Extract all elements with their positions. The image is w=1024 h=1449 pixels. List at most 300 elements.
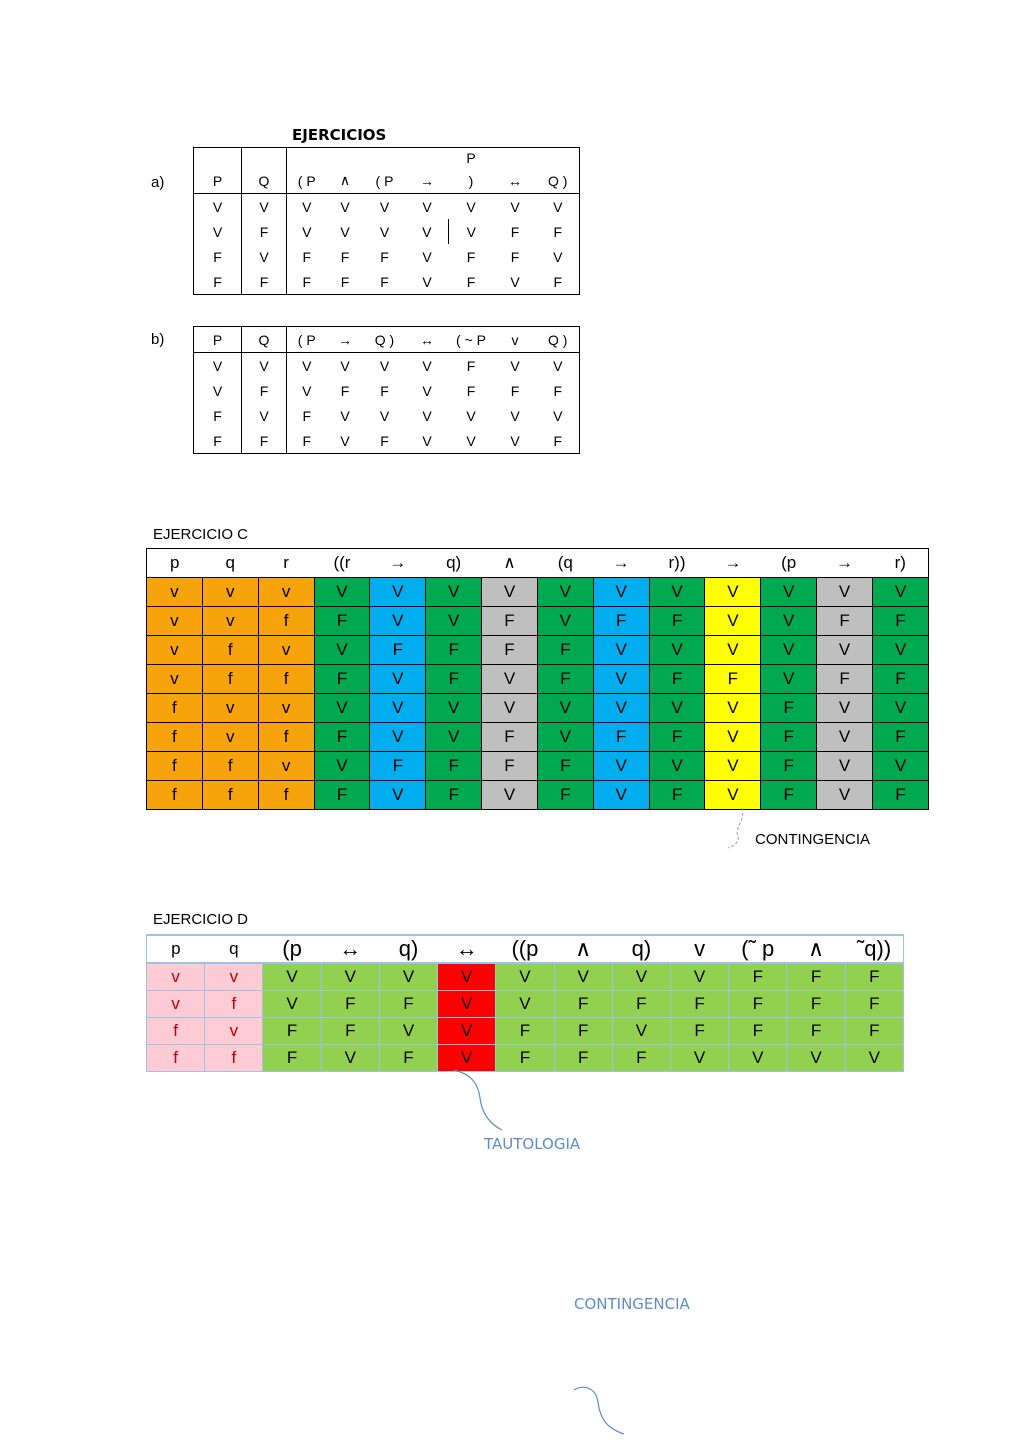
header-cell: → xyxy=(817,549,873,578)
table-row xyxy=(194,353,580,379)
table-cell: F xyxy=(242,219,287,244)
table-cell: F xyxy=(787,1018,845,1045)
table-cell: v xyxy=(258,636,314,665)
table-row xyxy=(147,694,929,723)
table-cell: V xyxy=(872,636,928,665)
table-cell: F xyxy=(872,665,928,694)
table-cell: V xyxy=(510,432,520,449)
header-cell: P xyxy=(194,327,242,353)
table-cell: V xyxy=(593,665,649,694)
table-cell: v xyxy=(258,694,314,723)
page-title: EJERCICIOS xyxy=(292,126,387,144)
table-row xyxy=(147,723,929,752)
header-cell: ∧ xyxy=(327,168,364,194)
table-cell: V xyxy=(705,694,761,723)
table-cell: V xyxy=(379,407,390,424)
table-cell: F xyxy=(817,665,873,694)
truth-table-d xyxy=(146,934,904,1072)
table-cell: V xyxy=(422,273,432,290)
table-row xyxy=(194,194,580,220)
table-cell: V xyxy=(340,407,350,424)
table-cell: F xyxy=(510,223,520,240)
table-cell: v xyxy=(147,578,203,607)
table-cell: V xyxy=(370,578,426,607)
table-row xyxy=(147,1045,904,1072)
table-cell: V xyxy=(593,781,649,810)
header-row xyxy=(194,327,580,353)
header-cell: ˜q)) xyxy=(845,935,903,963)
table-cell: f xyxy=(205,1045,263,1072)
table-cell: V xyxy=(321,1045,379,1072)
table-cell: F xyxy=(482,752,538,781)
table-cell: V xyxy=(302,198,312,215)
table-cell: f xyxy=(258,723,314,752)
header-top-cell xyxy=(494,148,537,169)
table-cell: F xyxy=(537,636,593,665)
table-cell: F xyxy=(242,378,287,403)
table-cell: F xyxy=(787,991,845,1018)
table-cell: f xyxy=(147,752,203,781)
table-cell: V xyxy=(482,694,538,723)
table-cell: V xyxy=(553,357,563,374)
table-cell: V xyxy=(194,219,242,244)
table-cell: V xyxy=(649,636,705,665)
table-cell: V xyxy=(705,752,761,781)
table-cell: V xyxy=(370,694,426,723)
header-cell: ↔ xyxy=(494,168,537,194)
table-cell: F xyxy=(314,607,370,636)
table-cell: F xyxy=(553,273,563,290)
header-cell: ↔ xyxy=(438,935,496,963)
table-cell: V xyxy=(817,578,873,607)
header-cell: p xyxy=(147,935,205,963)
table-cell: V xyxy=(729,1045,787,1072)
table-cell: V xyxy=(553,248,563,265)
table-cell: f xyxy=(147,1018,205,1045)
table-cell: F xyxy=(340,382,350,399)
header-cell: Q ) xyxy=(364,327,406,353)
header-cell: v xyxy=(494,327,537,353)
table-cell: V xyxy=(817,781,873,810)
table-cell: V xyxy=(194,194,242,220)
table-cell: V xyxy=(705,636,761,665)
table-cell: F xyxy=(537,752,593,781)
table-cell: F xyxy=(426,752,482,781)
table-row xyxy=(147,781,929,810)
table-cell: V xyxy=(787,1045,845,1072)
table-cell: V xyxy=(554,963,612,991)
table-cell: V xyxy=(537,607,593,636)
table-cell: F xyxy=(761,752,817,781)
table-cell: F xyxy=(302,248,312,265)
table-cell: F xyxy=(670,1018,728,1045)
header-cell: ((p xyxy=(496,935,554,963)
header-cell: ∧ xyxy=(482,549,538,578)
header-cell: (˜ p xyxy=(729,935,787,963)
header-cell: ( P xyxy=(287,327,327,353)
table-cell: V xyxy=(537,694,593,723)
table-cell: F xyxy=(380,432,389,449)
header-cell: (p xyxy=(263,935,321,963)
table-cell: v xyxy=(147,991,205,1018)
header-top-row xyxy=(194,148,580,169)
table-cell: F xyxy=(466,382,476,399)
header-top-cell: P xyxy=(466,150,476,166)
table-cell: V xyxy=(321,963,379,991)
exercise-a-label: a) xyxy=(151,174,165,191)
truth-table-a xyxy=(193,147,580,295)
table-cell: V xyxy=(314,694,370,723)
table-cell: v xyxy=(258,752,314,781)
table-cell: V xyxy=(422,248,432,265)
exercise-b-label: b) xyxy=(151,331,165,348)
table-cell: F xyxy=(612,1045,670,1072)
header-cell: v xyxy=(670,935,728,963)
table-row xyxy=(147,636,929,665)
table-cell: F xyxy=(593,723,649,752)
table-cell: v xyxy=(147,607,203,636)
table-cell: F xyxy=(554,1045,612,1072)
table-cell: F xyxy=(787,963,845,991)
table-cell: V xyxy=(705,578,761,607)
table-cell: V xyxy=(263,991,321,1018)
table-cell: f xyxy=(202,781,258,810)
table-cell: V xyxy=(426,578,482,607)
table-cell: V xyxy=(302,382,312,399)
table-cell: V xyxy=(406,219,449,244)
table-cell: V xyxy=(438,1045,496,1072)
table-cell: F xyxy=(321,1018,379,1045)
table-row xyxy=(194,428,580,454)
table-cell: F xyxy=(482,723,538,752)
exercise-c-label: EJERCICIO C xyxy=(153,526,249,543)
table-cell: f xyxy=(147,694,203,723)
table-cell: F xyxy=(302,407,312,424)
table-cell: F xyxy=(302,432,312,449)
table-cell: F xyxy=(314,781,370,810)
table-row xyxy=(147,991,904,1018)
table-cell: V xyxy=(872,752,928,781)
table-cell: V xyxy=(379,223,390,240)
table-cell: V xyxy=(314,752,370,781)
table-cell: V xyxy=(872,578,928,607)
table-row xyxy=(194,219,580,244)
table-cell: F xyxy=(872,723,928,752)
table-row xyxy=(194,244,580,269)
table-cell: F xyxy=(426,665,482,694)
exercise-d-label: EJERCICIO D xyxy=(153,911,249,928)
table-row xyxy=(147,963,904,991)
table-cell: f xyxy=(147,723,203,752)
table-cell: V xyxy=(242,244,287,269)
table-cell: V xyxy=(466,432,476,449)
table-cell: V xyxy=(466,223,476,240)
table-row xyxy=(194,269,580,295)
table-cell: F xyxy=(314,723,370,752)
table-cell: F xyxy=(496,1018,554,1045)
table-cell: f xyxy=(205,991,263,1018)
table-cell: V xyxy=(761,636,817,665)
table-cell: F xyxy=(729,1018,787,1045)
table-cell: F xyxy=(670,991,728,1018)
table-cell: V xyxy=(379,963,437,991)
table-cell: v xyxy=(258,578,314,607)
table-cell: F xyxy=(482,636,538,665)
header-cell: → xyxy=(327,327,364,353)
table-cell: V xyxy=(705,781,761,810)
table-cell: F xyxy=(761,723,817,752)
table-cell: V xyxy=(845,1045,903,1072)
table-cell: F xyxy=(263,1018,321,1045)
table-cell: F xyxy=(649,723,705,752)
table-cell: V xyxy=(466,407,476,424)
table-row xyxy=(147,665,929,694)
table-cell: V xyxy=(649,578,705,607)
table-cell: f xyxy=(147,781,203,810)
table-cell: f xyxy=(258,781,314,810)
table-cell: V xyxy=(649,694,705,723)
table-cell: F xyxy=(379,1045,437,1072)
table-cell: F xyxy=(302,273,312,290)
tautologia-label: TAUTOLOGIA xyxy=(484,1135,581,1153)
table-cell: F xyxy=(817,607,873,636)
table-cell: V xyxy=(510,407,520,424)
header-cell: q) xyxy=(426,549,482,578)
table-cell: F xyxy=(729,991,787,1018)
header-cell: Q ) xyxy=(537,327,580,353)
table-cell: v xyxy=(147,963,205,991)
table-cell: F xyxy=(593,607,649,636)
table-cell: V xyxy=(761,578,817,607)
table-cell: F xyxy=(321,991,379,1018)
table-cell: F xyxy=(553,432,563,449)
table-cell: V xyxy=(482,665,538,694)
table-cell: V xyxy=(482,781,538,810)
table-cell: F xyxy=(845,991,903,1018)
table-cell: F xyxy=(845,963,903,991)
table-cell: V xyxy=(340,198,350,215)
table-cell: V xyxy=(422,407,432,424)
table-cell: V xyxy=(379,1018,437,1045)
table-cell: F xyxy=(482,607,538,636)
table-cell: F xyxy=(380,382,389,399)
header-cell: Q xyxy=(242,168,287,194)
table-cell: F xyxy=(340,248,350,265)
table-row xyxy=(194,403,580,428)
header-cell: Q ) xyxy=(537,168,580,194)
header-cell: ( ~ P xyxy=(449,327,494,353)
header-cell: p xyxy=(147,549,203,578)
table-cell: V xyxy=(705,723,761,752)
table-cell: v xyxy=(147,665,203,694)
table-cell: F xyxy=(380,273,389,290)
header-cell: ∧ xyxy=(787,935,845,963)
table-cell: V xyxy=(370,723,426,752)
header-cell: ((r xyxy=(314,549,370,578)
table-row xyxy=(147,607,929,636)
truth-table-b xyxy=(193,326,580,454)
table-cell: V xyxy=(302,223,312,240)
table-cell: F xyxy=(314,665,370,694)
table-cell: V xyxy=(379,357,390,374)
table-cell: V xyxy=(466,198,476,215)
header-cell: P xyxy=(194,168,242,194)
table-cell: V xyxy=(302,357,312,374)
table-cell: F xyxy=(649,665,705,694)
header-top-cell xyxy=(287,148,327,169)
header-cell: q xyxy=(205,935,263,963)
callout-connector-c xyxy=(724,806,754,852)
table-cell: F xyxy=(510,382,520,399)
header-top-cell xyxy=(194,148,242,169)
table-cell: F xyxy=(242,269,287,295)
table-cell: F xyxy=(340,273,350,290)
table-cell: F xyxy=(194,269,242,295)
table-cell: V xyxy=(817,636,873,665)
table-cell: v xyxy=(202,723,258,752)
table-cell: F xyxy=(729,963,787,991)
table-cell: V xyxy=(593,752,649,781)
table-cell: V xyxy=(194,353,242,379)
table-cell: V xyxy=(537,578,593,607)
header-cell: → xyxy=(370,549,426,578)
table-cell: f xyxy=(202,752,258,781)
table-cell: V xyxy=(817,723,873,752)
table-cell: V xyxy=(510,198,520,215)
header-cell: ( P xyxy=(287,168,327,194)
table-cell: V xyxy=(593,694,649,723)
table-cell: V xyxy=(553,198,563,215)
table-cell: V xyxy=(426,723,482,752)
table-cell: V xyxy=(670,1045,728,1072)
table-cell: v xyxy=(205,963,263,991)
table-cell: V xyxy=(649,752,705,781)
table-cell: F xyxy=(553,223,563,240)
table-cell: V xyxy=(426,694,482,723)
table-cell: F xyxy=(554,1018,612,1045)
header-cell: ( P xyxy=(364,168,406,194)
header-cell: Q xyxy=(242,327,287,353)
table-cell: F xyxy=(649,607,705,636)
header-row xyxy=(147,935,904,963)
table-cell: f xyxy=(258,607,314,636)
table-cell: V xyxy=(496,991,554,1018)
table-cell: F xyxy=(510,248,520,265)
table-cell: V xyxy=(314,636,370,665)
table-cell: V xyxy=(496,963,554,991)
table-cell: V xyxy=(593,578,649,607)
header-cell: r)) xyxy=(649,549,705,578)
table-cell: V xyxy=(482,578,538,607)
table-cell: V xyxy=(194,378,242,403)
table-cell: F xyxy=(761,694,817,723)
table-cell: F xyxy=(466,248,476,265)
table-cell: V xyxy=(422,357,432,374)
table-cell: F xyxy=(194,403,242,428)
header-row xyxy=(194,168,580,194)
table-cell: F xyxy=(466,273,476,290)
header-top-cell xyxy=(242,148,287,169)
table-cell: V xyxy=(761,607,817,636)
table-cell: F xyxy=(379,991,437,1018)
table-cell: V xyxy=(340,432,350,449)
callout-connector-bottom xyxy=(570,1384,630,1440)
header-cell: q) xyxy=(379,935,437,963)
header-cell: → xyxy=(705,549,761,578)
table-cell: F xyxy=(242,428,287,454)
table-cell: V xyxy=(705,607,761,636)
table-cell: f xyxy=(258,665,314,694)
table-cell: F xyxy=(872,781,928,810)
table-cell: V xyxy=(242,194,287,220)
table-cell: F xyxy=(380,248,389,265)
table-cell: F xyxy=(612,991,670,1018)
table-cell: V xyxy=(314,578,370,607)
truth-table-c xyxy=(146,548,929,810)
header-cell: → xyxy=(406,168,449,194)
table-cell: V xyxy=(379,198,390,215)
table-cell: V xyxy=(438,991,496,1018)
header-cell: ↔ xyxy=(406,327,449,353)
table-cell: F xyxy=(496,1045,554,1072)
table-cell: v xyxy=(202,607,258,636)
table-cell: F xyxy=(194,428,242,454)
table-cell: F xyxy=(554,991,612,1018)
table-cell: V xyxy=(340,357,350,374)
header-cell: q xyxy=(202,549,258,578)
table-cell: V xyxy=(612,963,670,991)
table-row xyxy=(147,752,929,781)
header-cell: ∧ xyxy=(554,935,612,963)
table-cell: F xyxy=(872,607,928,636)
table-cell: v xyxy=(202,694,258,723)
table-row xyxy=(147,578,929,607)
table-cell: v xyxy=(205,1018,263,1045)
header-top-cell xyxy=(537,148,580,169)
table-row xyxy=(147,1018,904,1045)
header-cell: r) xyxy=(872,549,928,578)
table-cell: V xyxy=(670,963,728,991)
table-cell: F xyxy=(649,781,705,810)
header-cell: (q xyxy=(537,549,593,578)
header-cell: → xyxy=(593,549,649,578)
table-cell: V xyxy=(817,752,873,781)
table-cell: V xyxy=(593,636,649,665)
contingencia-label-c: CONTINGENCIA xyxy=(755,831,871,848)
table-cell: V xyxy=(510,273,520,290)
table-cell: F xyxy=(553,382,563,399)
table-cell: V xyxy=(370,607,426,636)
callout-connector-d xyxy=(450,1068,510,1134)
table-cell: V xyxy=(553,407,563,424)
table-cell: V xyxy=(242,353,287,379)
table-cell: V xyxy=(242,403,287,428)
table-cell: V xyxy=(426,607,482,636)
header-cell: q) xyxy=(612,935,670,963)
table-cell: F xyxy=(370,752,426,781)
table-cell: f xyxy=(202,636,258,665)
header-top-cell xyxy=(406,148,449,169)
table-cell: f xyxy=(147,1045,205,1072)
table-cell: V xyxy=(817,694,873,723)
table-cell: V xyxy=(340,223,350,240)
table-cell: F xyxy=(194,244,242,269)
table-cell: f xyxy=(202,665,258,694)
table-cell: V xyxy=(370,665,426,694)
table-row xyxy=(194,378,580,403)
header-cell: (p xyxy=(761,549,817,578)
table-cell: F xyxy=(426,636,482,665)
